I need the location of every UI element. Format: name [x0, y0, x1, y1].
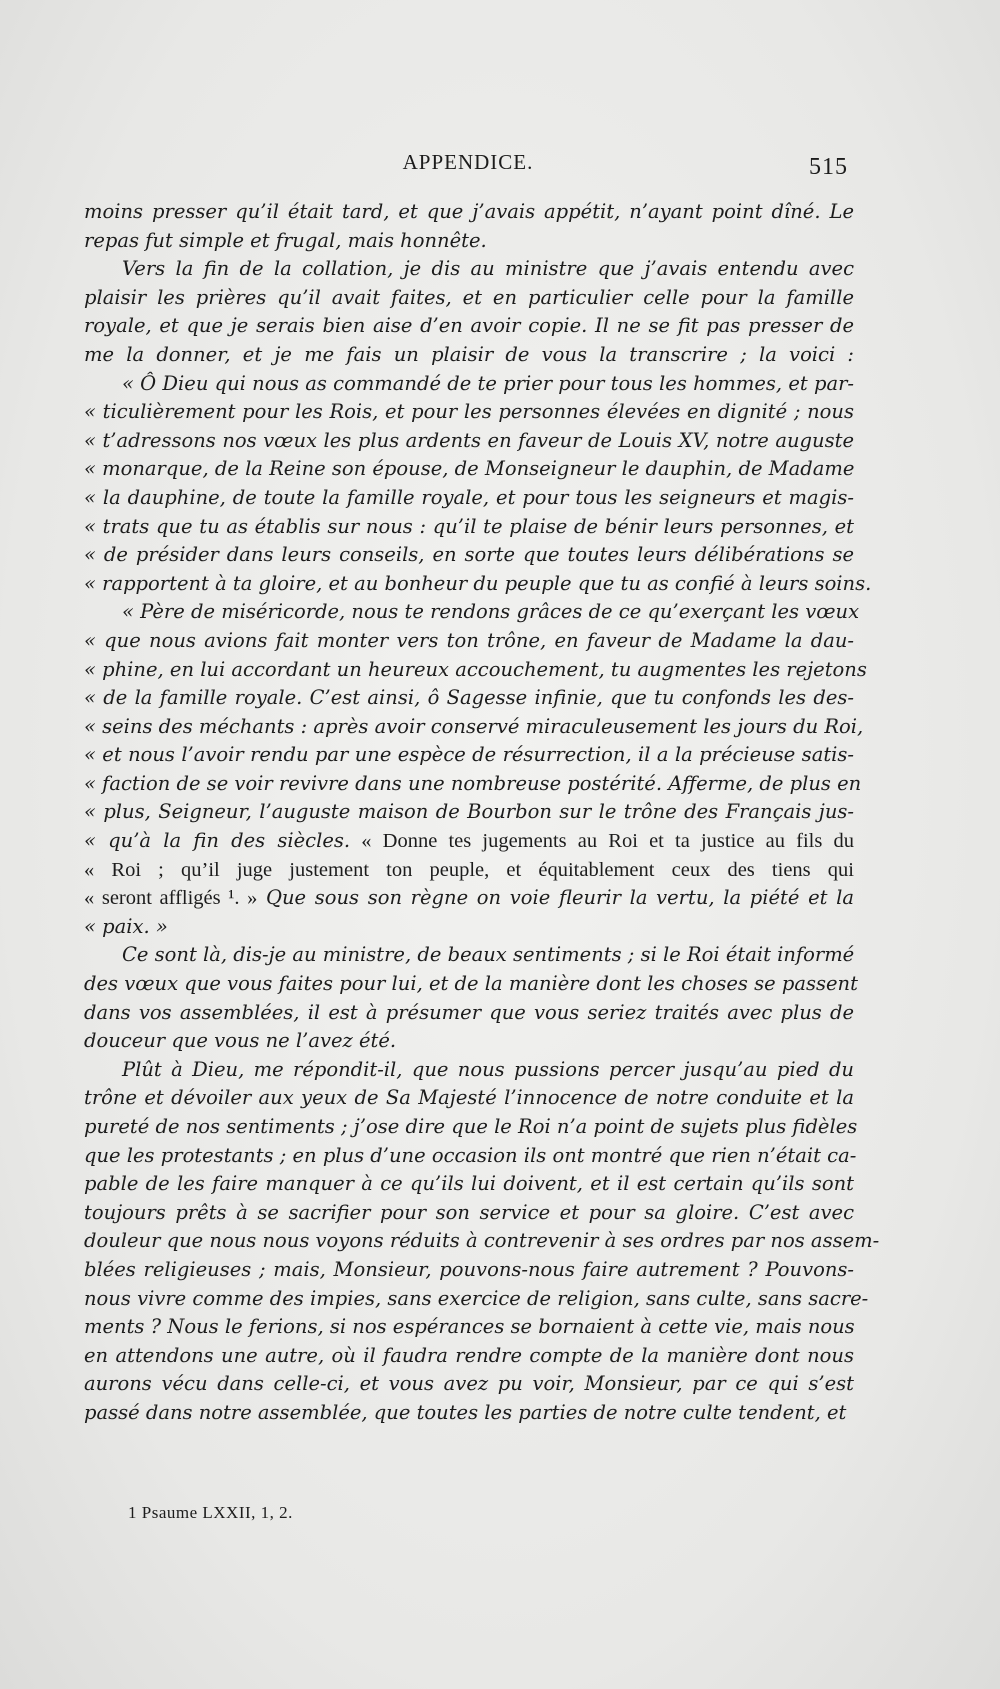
italic-text: « ticulièrement pour les Rois, et pour les personnes élevées en dignité ; nous	[84, 400, 854, 424]
italic-text: « Ô Dieu qui nous as commandé de te prier pour tous les hommes, et par-	[122, 371, 854, 395]
text-line	[84, 255, 854, 284]
roman-text: « Donne tes jugements au Roi et ta justice au fils du	[350, 830, 854, 853]
italic-text: que les protestants ; en plus d’une occasion ils ont montré que rien n’était ca-	[84, 1143, 857, 1167]
text-line	[84, 1170, 854, 1199]
text-line	[84, 370, 854, 399]
text-line	[84, 856, 854, 885]
italic-text: toujours prêts à se sacrifier pour son service et pour sa gloire. C’est avec	[84, 1200, 854, 1224]
text-line	[84, 1199, 854, 1228]
italic-text: royale, et que je serais bien aise d’en avoir copie. Il ne se fit pas presser de	[84, 314, 854, 338]
roman-text: « seront affligés ¹. »	[84, 887, 258, 910]
footnote: 1 Psaume LXXII, 1, 2.	[128, 1503, 293, 1522]
italic-text: Plût à Dieu, me répondit-il, que nous pussions percer jusqu’au pied du	[122, 1057, 854, 1081]
italic-text: en attendons une autre, où il faudra rendre compte de la manière dont nous	[84, 1343, 854, 1367]
italic-text: dans vos assemblées, il est à présumer que vous seriez traités avec plus de	[84, 1000, 854, 1024]
italic-text: aurons vécu dans celle-ci, et vous avez pu voir, Monsieur, par ce qui s’est	[84, 1372, 854, 1396]
italic-text: « t’adressons nos vœux les plus ardents en faveur de Louis XV, notre auguste	[84, 428, 854, 452]
text-line	[84, 513, 854, 542]
italic-text: ments ? Nous le ferions, si nos espérances se bornaient à cette vie, mais nous	[84, 1315, 855, 1339]
italic-text: Ce sont là, dis-je au ministre, de beaux sentiments ; si le Roi était informé	[122, 943, 855, 967]
text-line	[84, 312, 854, 341]
italic-text: passé dans notre assemblée, que toutes les parties de notre culte tendent, et	[84, 1400, 847, 1424]
text-line	[84, 1285, 869, 1314]
text-line	[84, 970, 858, 999]
italic-text: « faction de se voir revivre dans une nombreuse postérité. Afferme, de plus en	[84, 771, 862, 795]
italic-text: Vers la fin de la collation, je dis au ministre que j’avais entendu avec	[122, 257, 854, 281]
text-line	[84, 798, 854, 827]
italic-text: « monarque, de la Reine son épouse, de Monseigneur le dauphin, de Madame	[84, 457, 855, 481]
italic-text: des vœux que vous faites pour lui, et de la manière dont les choses se passent	[84, 972, 858, 996]
italic-text: « et nous l’avoir rendu par une espèce de résurrection, il a la précieuse satis-	[84, 743, 854, 767]
italic-text: nous vivre comme des impies, sans exercice de religion, sans culte, sans sacre-	[84, 1286, 869, 1310]
italic-text: « paix. »	[84, 914, 168, 938]
text-line	[84, 1342, 854, 1371]
text-line	[84, 1027, 854, 1056]
italic-text: trône et dévoiler aux yeux de Sa Majesté l’innocence de notre conduite et la	[84, 1086, 854, 1110]
text-line	[84, 1370, 854, 1399]
text-line	[84, 741, 854, 770]
text-line	[84, 570, 872, 599]
running-head	[88, 148, 848, 184]
text-line	[84, 1084, 854, 1113]
text-line	[84, 455, 854, 484]
body-text	[84, 198, 880, 1428]
text-line	[84, 227, 854, 256]
italic-text: plaisir les prières qu’il avait faites, et en particulier celle pour la famille	[84, 285, 854, 309]
text-line	[84, 284, 854, 313]
text-line	[84, 913, 854, 942]
italic-text: repas fut simple et frugal, mais honnête.	[84, 228, 487, 252]
italic-text: « seins des méchants : après avoir conservé miraculeusement les jours du Roi,	[84, 714, 864, 738]
text-line	[84, 1113, 858, 1142]
italic-text: blées religieuses ; mais, Monsieur, pouvons-nous faire autrement ? Pouvons-	[84, 1257, 854, 1281]
text-line	[84, 1142, 857, 1171]
text-line	[84, 1256, 854, 1285]
text-line	[84, 999, 854, 1028]
italic-text: « la dauphine, de toute la famille royale, et pour tous les seigneurs et magis-	[84, 485, 854, 509]
italic-text: « de présider dans leurs conseils, en sorte que toutes leurs délibérations se	[84, 543, 854, 567]
text-line	[84, 656, 867, 685]
text-line	[84, 398, 854, 427]
text-line	[84, 627, 854, 656]
text-line	[84, 341, 854, 370]
italic-text: douleur que nous nous voyons réduits à contrevenir à ses ordres par nos assem-	[84, 1229, 880, 1253]
text-line	[84, 427, 854, 456]
italic-text: douceur que vous ne l’avez été.	[84, 1029, 397, 1053]
italic-text: « phine, en lui accordant un heureux accouchement, tu augmentes les rejetons	[84, 657, 867, 681]
italic-text: Que sous son règne on voie fleurir la vertu, la piété et la	[257, 886, 854, 910]
text-line	[84, 827, 854, 856]
text-line	[84, 1227, 880, 1256]
italic-text: moins presser qu’il était tard, et que j’avais appétit, n’ayant point dîné. Le	[84, 200, 854, 223]
text-line	[84, 770, 862, 799]
italic-text: pable de les faire manquer à ce qu’ils lui doivent, et il est certain qu’ils sont	[84, 1172, 854, 1196]
italic-text: pureté de nos sentiments ; j’ose dire que le Roi n’a point de sujets plus fidèles	[84, 1115, 858, 1138]
italic-text: me la donner, et je me fais un plaisir de vous la transcrire ; la voici :	[84, 342, 854, 366]
text-line	[84, 713, 864, 742]
text-line	[84, 884, 854, 913]
text-line	[84, 941, 854, 970]
text-line	[84, 598, 860, 627]
roman-text: « Roi ; qu’il juge justement ton peuple, et équitablement ceux des tiens qui	[84, 858, 854, 881]
text-line	[84, 1399, 854, 1428]
italic-text: « que nous avions fait monter vers ton trône, en faveur de Madame la dau-	[84, 628, 854, 652]
italic-text: « rapportent à ta gloire, et au bonheur du peuple que tu as confié à leurs soins.	[84, 571, 872, 595]
text-line	[84, 1313, 854, 1342]
text-line	[84, 541, 854, 570]
italic-text: « qu’à la fin des siècles.	[84, 829, 351, 853]
text-line	[84, 1056, 854, 1085]
text-line	[84, 484, 854, 513]
italic-text: « Père de miséricorde, nous te rendons grâces de ce qu’exerçant les vœux	[122, 600, 860, 624]
text-line	[84, 198, 854, 227]
italic-text: « trats que tu as établis sur nous : qu’il te plaise de bénir leurs personnes, et	[84, 514, 854, 538]
italic-text: « de la famille royale. C’est ainsi, ô Sagesse infinie, que tu confonds les des-	[84, 686, 854, 710]
italic-text: « plus, Seigneur, l’auguste maison de Bourbon sur le trône des Français jus-	[84, 800, 854, 824]
running-title: APPENDICE.	[402, 150, 534, 174]
page-number: 515	[809, 154, 848, 180]
text-line	[84, 684, 854, 713]
